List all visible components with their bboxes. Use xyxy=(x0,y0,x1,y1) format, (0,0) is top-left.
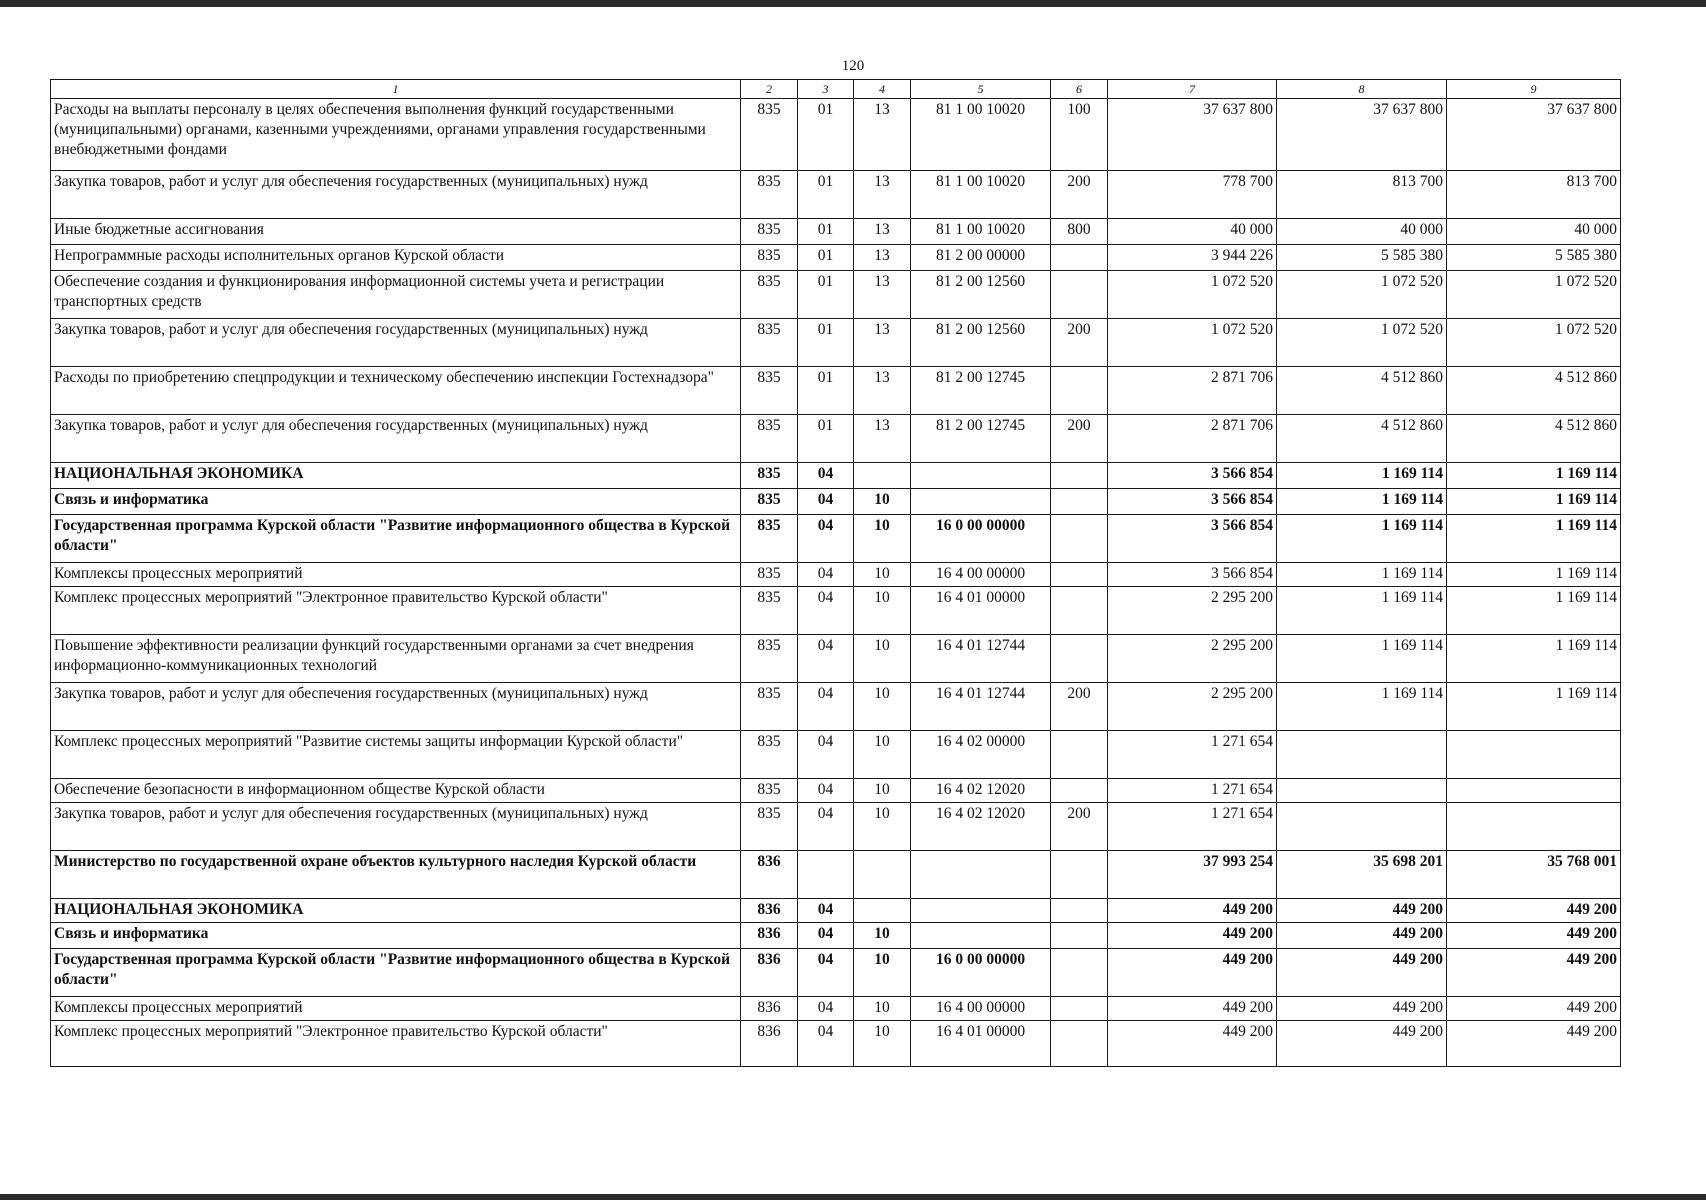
target-article-cell xyxy=(911,899,1051,923)
table-row xyxy=(51,899,1621,923)
amount-col7-cell: 1 271 654 xyxy=(1108,803,1277,851)
amount-col7-cell: 2 871 706 xyxy=(1108,367,1277,415)
amount-col9-cell: 449 200 xyxy=(1447,997,1621,1021)
amount-col9-cell: 5 585 380 xyxy=(1447,245,1621,271)
subsection-code-cell: 13 xyxy=(854,99,911,171)
ministry-code-cell: 836 xyxy=(741,899,798,923)
amount-col7-cell: 2 295 200 xyxy=(1108,587,1277,635)
amount-col8-cell xyxy=(1277,731,1447,779)
table-row xyxy=(51,367,1621,415)
amount-col7-cell: 3 566 854 xyxy=(1108,463,1277,489)
ministry-code-cell: 835 xyxy=(741,415,798,463)
table-row xyxy=(51,245,1621,271)
amount-col7-cell: 449 200 xyxy=(1108,923,1277,949)
scan-bottom-edge xyxy=(0,1194,1706,1200)
expense-name-cell: Иные бюджетные ассигнования xyxy=(51,219,741,245)
ministry-code-cell: 835 xyxy=(741,319,798,367)
column-header: 2 xyxy=(741,80,798,99)
scan-top-edge xyxy=(0,0,1706,7)
section-code-cell: 04 xyxy=(798,949,854,997)
expense-name-cell: НАЦИОНАЛЬНАЯ ЭКОНОМИКА xyxy=(51,463,741,489)
amount-col8-cell: 1 169 114 xyxy=(1277,683,1447,731)
amount-col8-cell xyxy=(1277,779,1447,803)
column-number-row xyxy=(51,80,1621,99)
amount-col9-cell: 35 768 001 xyxy=(1447,851,1621,899)
expense-name-cell: Комплекс процессных мероприятий "Развитие системы защиты информации Курской области" xyxy=(51,731,741,779)
expense-type-cell xyxy=(1051,463,1108,489)
subsection-code-cell xyxy=(854,899,911,923)
expense-name-cell: Закупка товаров, работ и услуг для обеспечения государственных (муниципальных) нужд xyxy=(51,319,741,367)
expense-type-cell xyxy=(1051,923,1108,949)
expense-name-cell: Расходы по приобретению спецпродукции и техническому обеспечению инспекции Гостехнадзора" xyxy=(51,367,741,415)
expense-type-cell: 200 xyxy=(1051,319,1108,367)
amount-col9-cell: 449 200 xyxy=(1447,899,1621,923)
amount-col8-cell: 449 200 xyxy=(1277,997,1447,1021)
budget-table xyxy=(50,79,1621,1067)
expense-type-cell xyxy=(1051,997,1108,1021)
ministry-code-cell: 835 xyxy=(741,803,798,851)
subsection-code-cell: 10 xyxy=(854,923,911,949)
expense-name-cell: Комплекс процессных мероприятий "Электронное правительство Курской области" xyxy=(51,1021,741,1067)
expense-type-cell xyxy=(1051,245,1108,271)
expense-type-cell: 200 xyxy=(1051,171,1108,219)
ministry-code-cell: 835 xyxy=(741,271,798,319)
column-header: 3 xyxy=(798,80,854,99)
expense-type-cell xyxy=(1051,851,1108,899)
amount-col8-cell: 5 585 380 xyxy=(1277,245,1447,271)
section-code-cell: 04 xyxy=(798,997,854,1021)
target-article-cell xyxy=(911,851,1051,899)
amount-col8-cell: 1 169 114 xyxy=(1277,563,1447,587)
section-code-cell: 04 xyxy=(798,1021,854,1067)
expense-name-cell: Обеспечение безопасности в информационном обществе Курской области xyxy=(51,779,741,803)
amount-col8-cell: 40 000 xyxy=(1277,219,1447,245)
amount-col8-cell: 35 698 201 xyxy=(1277,851,1447,899)
target-article-cell: 16 4 00 00000 xyxy=(911,997,1051,1021)
amount-col9-cell: 449 200 xyxy=(1447,923,1621,949)
section-code-cell: 04 xyxy=(798,563,854,587)
expense-name-cell: Закупка товаров, работ и услуг для обеспечения государственных (муниципальных) нужд xyxy=(51,171,741,219)
section-code-cell: 04 xyxy=(798,587,854,635)
section-code-cell: 04 xyxy=(798,779,854,803)
amount-col8-cell: 1 072 520 xyxy=(1277,271,1447,319)
ministry-code-cell: 835 xyxy=(741,219,798,245)
amount-col9-cell: 1 072 520 xyxy=(1447,319,1621,367)
column-header: 7 xyxy=(1108,80,1277,99)
ministry-code-cell: 835 xyxy=(741,463,798,489)
subsection-code-cell: 10 xyxy=(854,587,911,635)
expense-name-cell: Связь и информатика xyxy=(51,489,741,515)
section-code-cell: 04 xyxy=(798,731,854,779)
expense-name-cell: НАЦИОНАЛЬНАЯ ЭКОНОМИКА xyxy=(51,899,741,923)
amount-col7-cell: 2 295 200 xyxy=(1108,635,1277,683)
table-row xyxy=(51,415,1621,463)
amount-col7-cell: 3 566 854 xyxy=(1108,515,1277,563)
ministry-code-cell: 835 xyxy=(741,563,798,587)
table-row xyxy=(51,997,1621,1021)
subsection-code-cell: 13 xyxy=(854,319,911,367)
ministry-code-cell: 835 xyxy=(741,779,798,803)
table-row xyxy=(51,99,1621,171)
section-code-cell: 04 xyxy=(798,635,854,683)
expense-type-cell xyxy=(1051,563,1108,587)
expense-type-cell: 200 xyxy=(1051,803,1108,851)
expense-name-cell: Комплекс процессных мероприятий "Электронное правительство Курской области" xyxy=(51,587,741,635)
subsection-code-cell xyxy=(854,851,911,899)
amount-col9-cell: 1 169 114 xyxy=(1447,563,1621,587)
ministry-code-cell: 836 xyxy=(741,851,798,899)
target-article-cell: 81 2 00 00000 xyxy=(911,245,1051,271)
table-row xyxy=(51,923,1621,949)
amount-col7-cell: 449 200 xyxy=(1108,899,1277,923)
ministry-code-cell: 835 xyxy=(741,245,798,271)
ministry-code-cell: 836 xyxy=(741,1021,798,1067)
target-article-cell: 16 4 02 00000 xyxy=(911,731,1051,779)
amount-col9-cell: 1 169 114 xyxy=(1447,515,1621,563)
expense-name-cell: Закупка товаров, работ и услуг для обеспечения государственных (муниципальных) нужд xyxy=(51,415,741,463)
section-code-cell: 04 xyxy=(798,683,854,731)
target-article-cell: 16 0 00 00000 xyxy=(911,515,1051,563)
ministry-code-cell: 835 xyxy=(741,99,798,171)
expense-type-cell: 200 xyxy=(1051,683,1108,731)
section-code-cell: 01 xyxy=(798,245,854,271)
amount-col7-cell: 2 295 200 xyxy=(1108,683,1277,731)
amount-col7-cell: 3 944 226 xyxy=(1108,245,1277,271)
subsection-code-cell: 10 xyxy=(854,515,911,563)
amount-col9-cell: 1 072 520 xyxy=(1447,271,1621,319)
target-article-cell: 16 4 02 12020 xyxy=(911,803,1051,851)
ministry-code-cell: 835 xyxy=(741,683,798,731)
target-article-cell: 81 1 00 10020 xyxy=(911,219,1051,245)
amount-col8-cell: 1 169 114 xyxy=(1277,587,1447,635)
subsection-code-cell: 10 xyxy=(854,1021,911,1067)
table-row xyxy=(51,271,1621,319)
target-article-cell: 81 2 00 12560 xyxy=(911,319,1051,367)
amount-col7-cell: 40 000 xyxy=(1108,219,1277,245)
amount-col7-cell: 449 200 xyxy=(1108,949,1277,997)
target-article-cell: 16 4 01 12744 xyxy=(911,683,1051,731)
expense-name-cell: Расходы на выплаты персоналу в целях обеспечения выполнения функций государственными (муниципальными) органами, казенными учреждениями, органами управления государственными внебюджетными фондами xyxy=(51,99,741,171)
section-code-cell: 04 xyxy=(798,515,854,563)
target-article-cell: 81 1 00 10020 xyxy=(911,99,1051,171)
table-row xyxy=(51,563,1621,587)
table-row xyxy=(51,219,1621,245)
expense-name-cell: Обеспечение создания и функционирования информационной системы учета и регистрации транспортных средств xyxy=(51,271,741,319)
table-row xyxy=(51,635,1621,683)
amount-col9-cell: 449 200 xyxy=(1447,1021,1621,1067)
ministry-code-cell: 836 xyxy=(741,949,798,997)
expense-name-cell: Непрограммные расходы исполнительных органов Курской области xyxy=(51,245,741,271)
amount-col8-cell: 1 169 114 xyxy=(1277,463,1447,489)
section-code-cell: 04 xyxy=(798,899,854,923)
expense-type-cell: 800 xyxy=(1051,219,1108,245)
table-body xyxy=(51,99,1621,1067)
amount-col8-cell xyxy=(1277,803,1447,851)
expense-type-cell xyxy=(1051,271,1108,319)
target-article-cell: 81 1 00 10020 xyxy=(911,171,1051,219)
expense-name-cell: Закупка товаров, работ и услуг для обеспечения государственных (муниципальных) нужд xyxy=(51,803,741,851)
ministry-code-cell: 835 xyxy=(741,171,798,219)
target-article-cell: 16 4 02 12020 xyxy=(911,779,1051,803)
amount-col7-cell: 1 072 520 xyxy=(1108,319,1277,367)
expense-type-cell xyxy=(1051,367,1108,415)
target-article-cell: 81 2 00 12560 xyxy=(911,271,1051,319)
amount-col7-cell: 778 700 xyxy=(1108,171,1277,219)
table-row xyxy=(51,171,1621,219)
amount-col9-cell xyxy=(1447,803,1621,851)
amount-col7-cell: 37 993 254 xyxy=(1108,851,1277,899)
amount-col7-cell: 449 200 xyxy=(1108,1021,1277,1067)
expense-name-cell: Связь и информатика xyxy=(51,923,741,949)
ministry-code-cell: 835 xyxy=(741,489,798,515)
expense-type-cell: 200 xyxy=(1051,415,1108,463)
subsection-code-cell: 13 xyxy=(854,367,911,415)
expense-name-cell: Государственная программа Курской области "Развитие информационного общества в Курской области" xyxy=(51,515,741,563)
target-article-cell xyxy=(911,923,1051,949)
table-row xyxy=(51,587,1621,635)
expense-name-cell: Комплексы процессных мероприятий xyxy=(51,997,741,1021)
table-row xyxy=(51,463,1621,489)
amount-col7-cell: 1 271 654 xyxy=(1108,731,1277,779)
subsection-code-cell: 10 xyxy=(854,997,911,1021)
subsection-code-cell: 13 xyxy=(854,219,911,245)
expense-name-cell: Министерство по государственной охране объектов культурного наследия Курской области xyxy=(51,851,741,899)
amount-col9-cell: 4 512 860 xyxy=(1447,367,1621,415)
amount-col7-cell: 37 637 800 xyxy=(1108,99,1277,171)
ministry-code-cell: 835 xyxy=(741,587,798,635)
target-article-cell xyxy=(911,489,1051,515)
column-header: 5 xyxy=(911,80,1051,99)
expense-type-cell xyxy=(1051,489,1108,515)
ministry-code-cell: 835 xyxy=(741,731,798,779)
table-row xyxy=(51,489,1621,515)
section-code-cell: 01 xyxy=(798,319,854,367)
section-code-cell: 01 xyxy=(798,271,854,319)
target-article-cell: 16 0 00 00000 xyxy=(911,949,1051,997)
amount-col8-cell: 449 200 xyxy=(1277,899,1447,923)
section-code-cell: 01 xyxy=(798,99,854,171)
expense-name-cell: Повышение эффективности реализации функций государственными органами за счет внедрения информационно-коммуникационных технологий xyxy=(51,635,741,683)
amount-col7-cell: 2 871 706 xyxy=(1108,415,1277,463)
table-row xyxy=(51,1021,1621,1067)
amount-col9-cell: 1 169 114 xyxy=(1447,489,1621,515)
expense-type-cell xyxy=(1051,899,1108,923)
table-row xyxy=(51,779,1621,803)
amount-col8-cell: 4 512 860 xyxy=(1277,367,1447,415)
expense-name-cell: Закупка товаров, работ и услуг для обеспечения государственных (муниципальных) нужд xyxy=(51,683,741,731)
amount-col9-cell: 813 700 xyxy=(1447,171,1621,219)
section-code-cell: 04 xyxy=(798,803,854,851)
expense-type-cell xyxy=(1051,731,1108,779)
target-article-cell: 16 4 01 00000 xyxy=(911,587,1051,635)
expense-type-cell xyxy=(1051,635,1108,683)
column-header: 1 xyxy=(51,80,741,99)
subsection-code-cell: 10 xyxy=(854,489,911,515)
expense-type-cell xyxy=(1051,587,1108,635)
subsection-code-cell: 13 xyxy=(854,171,911,219)
ministry-code-cell: 836 xyxy=(741,923,798,949)
amount-col9-cell: 449 200 xyxy=(1447,949,1621,997)
amount-col9-cell: 1 169 114 xyxy=(1447,587,1621,635)
ministry-code-cell: 835 xyxy=(741,367,798,415)
target-article-cell: 16 4 01 12744 xyxy=(911,635,1051,683)
section-code-cell: 04 xyxy=(798,489,854,515)
amount-col9-cell: 1 169 114 xyxy=(1447,635,1621,683)
amount-col9-cell: 4 512 860 xyxy=(1447,415,1621,463)
amount-col9-cell: 40 000 xyxy=(1447,219,1621,245)
section-code-cell: 04 xyxy=(798,923,854,949)
target-article-cell: 81 2 00 12745 xyxy=(911,415,1051,463)
amount-col8-cell: 449 200 xyxy=(1277,923,1447,949)
section-code-cell: 01 xyxy=(798,367,854,415)
amount-col7-cell: 449 200 xyxy=(1108,997,1277,1021)
amount-col9-cell: 1 169 114 xyxy=(1447,463,1621,489)
subsection-code-cell: 10 xyxy=(854,731,911,779)
subsection-code-cell: 13 xyxy=(854,245,911,271)
amount-col8-cell: 449 200 xyxy=(1277,949,1447,997)
amount-col8-cell: 1 169 114 xyxy=(1277,635,1447,683)
target-article-cell: 81 2 00 12745 xyxy=(911,367,1051,415)
amount-col9-cell: 37 637 800 xyxy=(1447,99,1621,171)
amount-col8-cell: 4 512 860 xyxy=(1277,415,1447,463)
amount-col8-cell: 37 637 800 xyxy=(1277,99,1447,171)
amount-col8-cell: 449 200 xyxy=(1277,1021,1447,1067)
table-row xyxy=(51,683,1621,731)
expense-name-cell: Комплексы процессных мероприятий xyxy=(51,563,741,587)
amount-col7-cell: 3 566 854 xyxy=(1108,563,1277,587)
expense-name-cell: Государственная программа Курской области "Развитие информационного общества в Курской области" xyxy=(51,949,741,997)
subsection-code-cell: 13 xyxy=(854,271,911,319)
table-row xyxy=(51,851,1621,899)
table-row xyxy=(51,803,1621,851)
amount-col8-cell: 1 169 114 xyxy=(1277,489,1447,515)
table-row xyxy=(51,731,1621,779)
section-code-cell: 01 xyxy=(798,171,854,219)
ministry-code-cell: 835 xyxy=(741,635,798,683)
section-code-cell xyxy=(798,851,854,899)
section-code-cell: 01 xyxy=(798,415,854,463)
target-article-cell: 16 4 00 00000 xyxy=(911,563,1051,587)
section-code-cell: 01 xyxy=(798,219,854,245)
amount-col8-cell: 1 169 114 xyxy=(1277,515,1447,563)
table-row xyxy=(51,319,1621,367)
amount-col8-cell: 1 072 520 xyxy=(1277,319,1447,367)
page-number: 120 xyxy=(841,58,865,74)
subsection-code-cell: 10 xyxy=(854,635,911,683)
target-article-cell xyxy=(911,463,1051,489)
table-row xyxy=(51,515,1621,563)
amount-col9-cell: 1 169 114 xyxy=(1447,683,1621,731)
column-header: 8 xyxy=(1277,80,1447,99)
amount-col7-cell: 3 566 854 xyxy=(1108,489,1277,515)
table-row xyxy=(51,949,1621,997)
subsection-code-cell: 10 xyxy=(854,803,911,851)
expense-type-cell: 100 xyxy=(1051,99,1108,171)
target-article-cell: 16 4 01 00000 xyxy=(911,1021,1051,1067)
amount-col9-cell xyxy=(1447,779,1621,803)
expense-type-cell xyxy=(1051,515,1108,563)
ministry-code-cell: 835 xyxy=(741,515,798,563)
section-code-cell: 04 xyxy=(798,463,854,489)
column-header: 9 xyxy=(1447,80,1621,99)
ministry-code-cell: 836 xyxy=(741,997,798,1021)
subsection-code-cell: 10 xyxy=(854,683,911,731)
subsection-code-cell: 13 xyxy=(854,415,911,463)
amount-col8-cell: 813 700 xyxy=(1277,171,1447,219)
subsection-code-cell: 10 xyxy=(854,949,911,997)
column-header: 6 xyxy=(1051,80,1108,99)
expense-type-cell xyxy=(1051,779,1108,803)
subsection-code-cell xyxy=(854,463,911,489)
amount-col7-cell: 1 271 654 xyxy=(1108,779,1277,803)
expense-type-cell xyxy=(1051,949,1108,997)
amount-col7-cell: 1 072 520 xyxy=(1108,271,1277,319)
subsection-code-cell: 10 xyxy=(854,779,911,803)
subsection-code-cell: 10 xyxy=(854,563,911,587)
column-header: 4 xyxy=(854,80,911,99)
amount-col9-cell xyxy=(1447,731,1621,779)
expense-type-cell xyxy=(1051,1021,1108,1067)
